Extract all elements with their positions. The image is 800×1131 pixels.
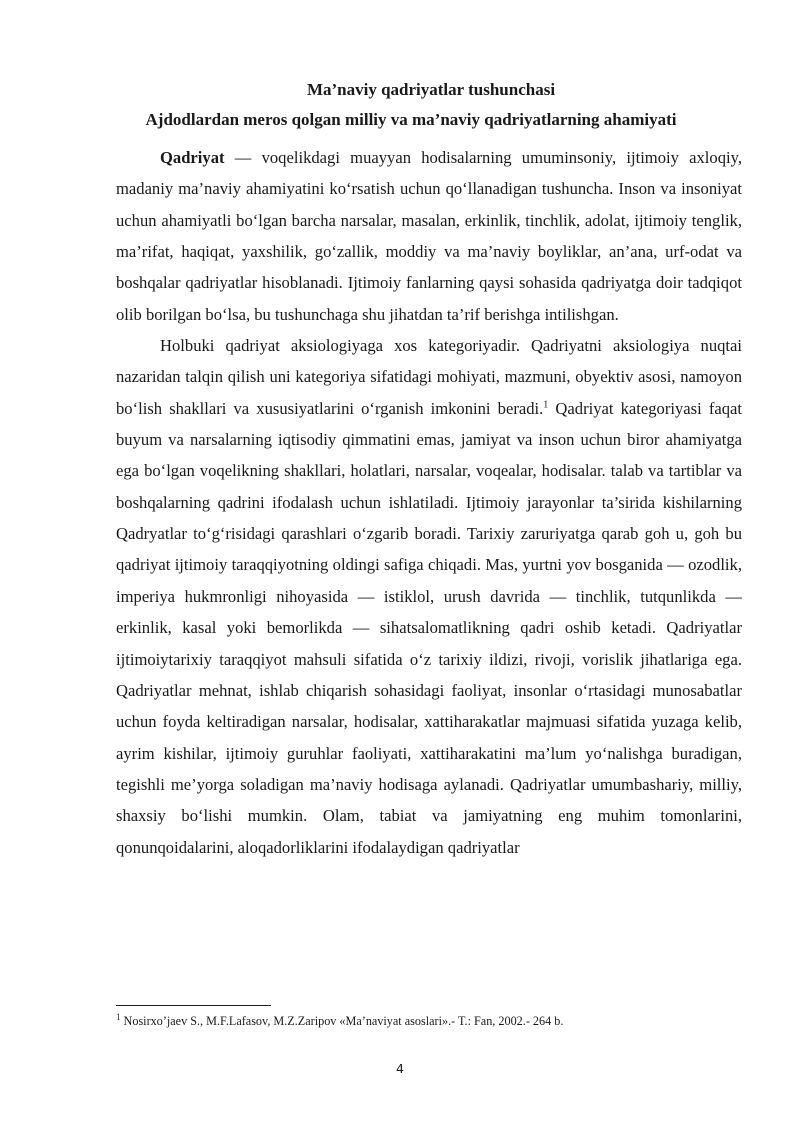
footnote-number: 1	[116, 1011, 121, 1022]
footnote-text: Nosirxo’jaev S., M.F.Lafasov, M.Z.Zaripov «Ma’naviyat asoslari».- T.: Fan, 2002.- 264 b.	[120, 1014, 564, 1028]
document-subtitle: Ajdodlardan meros qolgan milliy va ma’naviy qadriyatlarning ahamiyati	[145, 110, 677, 129]
term-qadriyat: Qadriyat	[160, 148, 225, 167]
body-text	[116, 142, 742, 863]
page-number: 4	[396, 1061, 404, 1076]
paragraph-1	[116, 142, 742, 330]
footnote	[116, 1013, 756, 1029]
paragraph-2-text-b: Qadriyat kategoriyasi faqat buyum va narsalarning iqtisodiy qimmatini emas, jamiyat va inson uchun biror ahamiyatga ega bo‘lgan voqelikning shakllari, holatlari, narsalar, voqealar, hodisalar. talab va tartiblar va boshqalarning qadrini ifodalash uchun ishlatiladi. Ijtimoiy jarayonlar ta’sirida kishilarning Qadryatlar to‘g‘risidagi qarashlari o‘zgarib boradi. Tarixiy zaruriyatga qarab goh u, goh bu qadriyat ijtimoiy taraqqiyotning oldingi safiga chiqadi. Mas, yurtni yov bosganida — ozodlik, imperiya hukmronligi nihoyasida — istiklol, urush davrida — tinchlik, tutqunlikda — erkinlik, kasal yoki bemorlikda — sihatsalomatlikning qadri oshib ketadi. Qadriyatlar ijtimoiytarixiy taraqqiyot mahsuli sifatida o‘z tarixiy ildizi, rivoji, vorislik jihatlariga ega. Qadriyatlar mehnat, ishlab chiqarish sohasidagi faoliyat, insonlar o‘rtasidagi munosabatlar uchun foyda keltiradigan narsalar, hodisalar, xattiharakatlar majmuasi sifatida yuzaga kelib, ayrim kishilar, ijtimoiy guruhlar faoliyati, xattiharakatini ma’lum yo‘nalishga buradigan, tegishli me’yorga soladigan ma’naviy hodisaga aylanadi. Qadriyatlar umumbashariy, milliy, shaxsiy bo‘lishi mumkin. Olam, tabiat va jamiyatning eng muhim tomonlarini, qonunqoidalarini, aloqadorliklarini ifodalaydigan qadriyatlar	[116, 398, 742, 857]
paragraph-1-text: — voqelikdagi muayyan hodisalarning umuminsoniy, ijtimoiy axloqiy, madaniy ma’naviy ahamiyatini ko‘rsatish uchun qo‘llanadigan tushuncha. Inson va insoniyat uchun ahamiyatli bo‘lgan barcha narsalar, masalan, erkinlik, tinchlik, adolat, ijtimoiy tenglik, ma’rifat, haqiqat, yaxshilik, go‘zallik, moddiy va ma’naviy boyliklar, an’ana, urf-odat va boshqalar qadriyatlar hisoblanadi. Ijtimoiy fanlarning qaysi sohasida qadriyatga doir tadqiqot olib borilgan bo‘lsa, bu tushunchaga shu jihatdan ta’rif berishga intilishgan.	[116, 148, 742, 324]
footnote-divider	[116, 1005, 271, 1006]
footnote-reference[interactable]: 1	[543, 399, 549, 411]
paragraph-2-text-a: Holbuki qadriyat aksiologiyaga xos kategoriyadir. Qadriyatni aksiologiya nuqtai nazaridan talqin qilish uni kategoriya sifatidagi mohiyati, mazmuni, obyektiv asosi, namoyon bo‘lish shakllari va xususiyatlarini o‘rganish imkonini beradi.	[116, 336, 742, 418]
paragraph-2	[116, 330, 742, 863]
document-title: Ma’naviy qadriyatlar tushunchasi	[306, 80, 556, 99]
